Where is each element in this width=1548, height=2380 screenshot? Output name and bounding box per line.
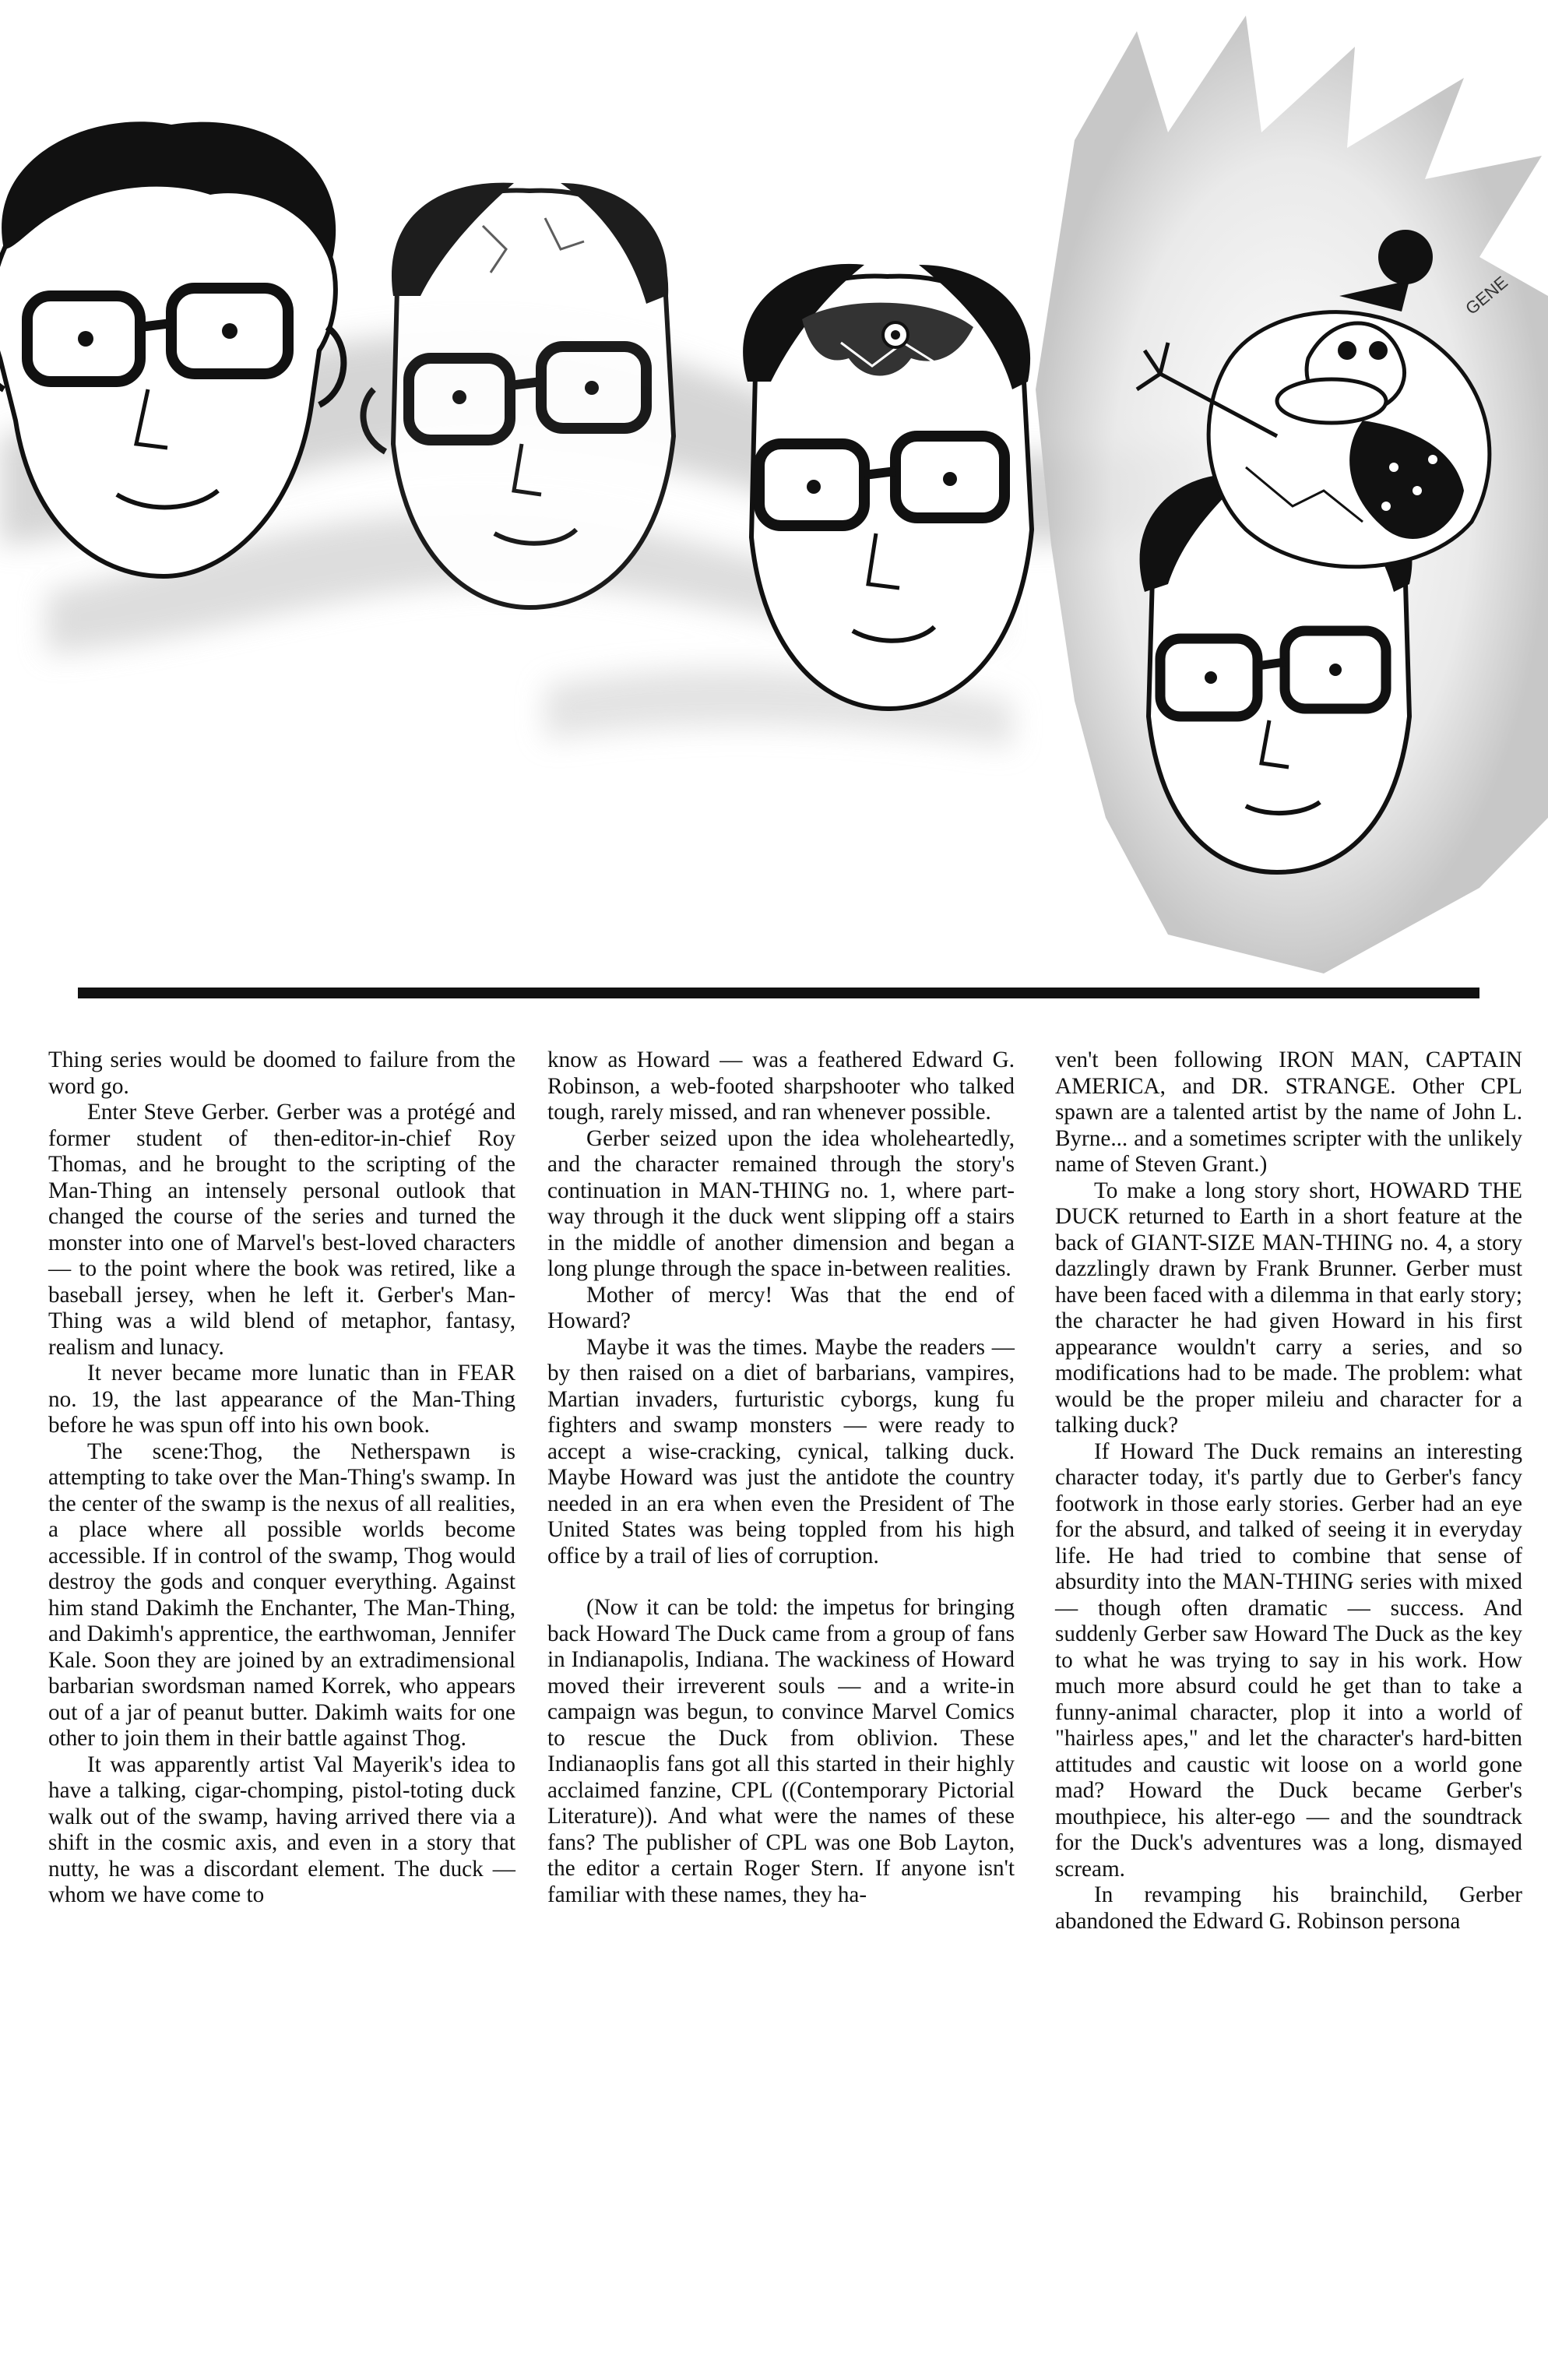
paragraph: It never became more lunatic than in FEAR no. 19, the last appearance of the Man-Thing before he was spun off into his own book. xyxy=(48,1361,515,1438)
article-body xyxy=(0,1047,1548,2122)
paragraph: (Now it can be told: the impetus for bringing back Howard The Duck came from a group of fans in Indianapolis, Indiana. The wackiness of Howard moved their irreverent souls — and a write-in campaign was begun, to convince Marvel Comics to rescue the Duck from oblivion. These Indianaoplis fans got all this started in their highly acclaimed fanzine, CPL ((Contemporary Pictorial Literature)). And what were the names of these fans? The publisher of CPL was one Bob Layton, the editor a certain Roger Stern. If anyone isn't familiar with these names, they ha- xyxy=(547,1595,1015,1907)
paragraph: The scene:Thog, the Netherspawn is attempting to take over the Man-Thing's swamp. In the center of the swamp is the nexus of all realities, a place where all possible worlds become accessible. If in control of the swamp, Thog would destroy the gods and conquer everything. Against him stand Dakimh the Enchanter, The Man-Thing, and Dakimh's apprentice, the earthwoman, Jennifer Kale. Soon they are joined by an extradimensional barbarian swordsman named Korrek, who appears out of a jar of peanut butter. Dakimh waits for one other to join them in their battle against Thog. xyxy=(48,1438,515,1751)
divider-rule xyxy=(78,988,1479,998)
header-illustration xyxy=(0,0,1548,1012)
text-column-2 xyxy=(547,1047,1015,1908)
paragraph: To make a long story short, HOWARD THE DUCK returned to Earth in a short feature at the back of GIANT-SIZE MAN-THING no. 4, a story dazzlingly drawn by Frank Brunner. Gerber must have been faced with a dilemma in that early story; the character he had given Howard in his first appearance wouldn't carry a series, and so modifications had to be made. The problem: what would be the proper mileiu and character for a talking duck? xyxy=(1055,1178,1522,1438)
paragraph: ven't been following IRON MAN, CAPTAIN AMERICA, and DR. STRANGE. Other CPL spawn are a talented artist by the name of John L. Byrne... and a sometimes scripter with the unlikely name of Steven Grant.) xyxy=(1055,1047,1522,1177)
artist-signature: GENE xyxy=(1462,272,1511,319)
paragraph: Maybe it was the times. Maybe the readers — by then raised on a diet of barbarians, vampires, Martian invaders, furturistic cyborgs, kung fu fighters and swamp monsters — were ready to accept a wise-cracking, cynical, talking duck. Maybe Howard was just the antidote the country needed in an era when even the President of The United States was being toppled from his high office by a trail of lies of corruption. xyxy=(547,1334,1015,1568)
face-icon xyxy=(0,121,343,576)
text-column-1 xyxy=(48,1047,515,1909)
paragraph: If Howard The Duck remains an interesting character today, it's partly due to Gerber's fancy footwork in those early stories. Gerber had an eye for the absurd, and talked of seeing it in everyday life. He had tried to combine that sense of absurdity into the MAN-THING series with mixed — though often dramatic — success. And suddenly Gerber saw Howard The Duck as the key to what he was trying to say in his work. How much more absurd could he get than to take a funny-animal character, plop it into a world of "hairless apes," and let the character's hard-bitten attitudes and caustic wit loose on a world gone mad? Howard the Duck became Gerber's mouthpiece, his alter-ego — and the soundtrack for the Duck's adventures was a long, dismayed scream. xyxy=(1055,1438,1522,1882)
paragraph: Thing series would be doomed to failure from the word go. xyxy=(48,1047,515,1099)
paragraph: Enter Steve Gerber. Gerber was a protégé and former student of then-editor-in-chief Roy Thomas, and he brought to the scripting of the Man-Thing an intensely personal outlook that changed the course of the series and turned the monster into one of Marvel's best-loved characters — to the point where the book was retired, like a baseball jersey, when he left it. Gerber's Man-Thing was a wild blend of metaphor, fantasy, realism and lunacy. xyxy=(48,1100,515,1360)
paragraph: Mother of mercy! Was that the end of Howard? xyxy=(547,1282,1015,1333)
paragraph: Gerber seized upon the idea wholeheartedly, and the character remained through the story's continuation in MAN-THING no. 1, where part-way through it the duck went slipping off a stairs in the middle of another dimension and began a long plunge through the space in-between realities. xyxy=(547,1125,1015,1281)
paragraph: It was apparently artist Val Mayerik's idea to have a talking, cigar-chomping, pistol-toting duck walk out of the swamp, having arrived there via a shift in the cosmic axis, and even in a story that nutty, he was a discordant element. The duck — whom we have come to xyxy=(48,1752,515,1907)
paragraph: know as Howard — was a feathered Edward G. Robinson, a web-footed sharpshooter who talked tough, rarely missed, and ran whenever possible. xyxy=(547,1047,1015,1125)
face-icon xyxy=(743,264,1032,709)
text-column-3 xyxy=(1055,1047,1522,1935)
paragraph: In revamping his brainchild, Gerber abandoned the Edward G. Robinson persona xyxy=(1055,1882,1522,1934)
